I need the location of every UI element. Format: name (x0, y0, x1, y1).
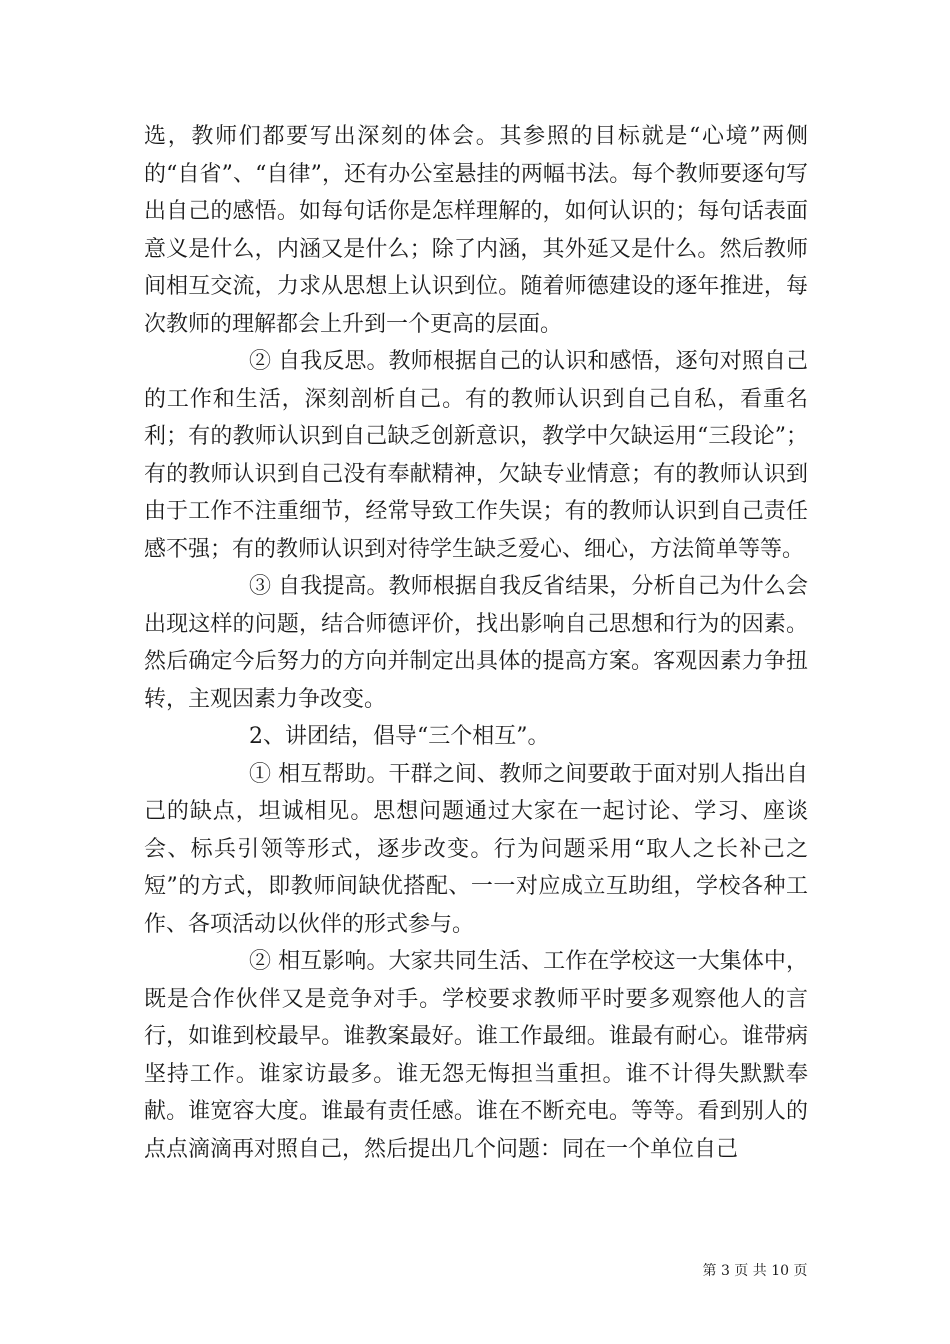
paragraph-continuation: 选，教师们都要写出深刻的体会。其参照的目标就是“心境”两侧的“自省”、“自律”，还有办公室悬挂的两幅书法。每个教师要逐句写出自己的感悟。如每句话你是怎样理解的，如何认识的；每句话表面意义是什么，内涵又是什么；除了内涵，其外延又是什么。然后教师间相互交流，力求从思想上认识到位。随着师德建设的逐年推进，每次教师的理解都会上升到一个更高的层面。 (144, 124, 808, 337)
page-number-footer: 第 3 页 共 10 页 (702, 1263, 808, 1279)
section-heading-unity: 2、讲团结，倡导“三个相互”。 (249, 724, 550, 749)
paragraph-self-improvement: ③ 自我提高。教师根据自我反省结果，分析自己为什么会出现这样的问题，结合师德评价，找出影响自己思想和行为的因素。然后确定今后努力的方向并制定出具体的提高方案。客观因素力争扭转，主观因素力争改变。 (144, 574, 808, 712)
paragraph-self-reflection: ② 自我反思。教师根据自己的认识和感悟，逐句对照自己的工作和生活，深刻剖析自己。有的教师认识到自己自私，看重名利；有的教师认识到自己缺乏创新意识，教学中欠缺运用“三段论”；有的教师认识到自己没有奉献精神，欠缺专业情意；有的教师认识到由于工作不注重细节，经常导致工作失误；有的教师认识到自己责任感不强；有的教师认识到对待学生缺乏爱心、细心，方法简单等等。 (144, 349, 808, 562)
paragraph-mutual-influence: ② 相互影响。大家共同生活、工作在学校这一大集体中，既是合作伙伴又是竞争对手。学校要求教师平时要多观察他人的言行，如谁到校最早。谁教案最好。谁工作最细。谁最有耐心。谁带病坚持工作。谁家访最多。谁无怨无悔担当重担。谁不计得失默默奉献。谁宽容大度。谁最有责任感。谁在不断充电。等等。看到别人的点点滴滴再对照自己，然后提出几个问题：同在一个单位自己 (144, 949, 808, 1162)
document-body (144, 118, 808, 1168)
paragraph-mutual-help: ① 相互帮助。干群之间、教师之间要敢于面对别人指出自己的缺点，坦诚相见。思想问题通过大家在一起讨论、学习、座谈会、标兵引领等形式，逐步改变。行为问题采用“取人之长补己之短”的方式，即教师间缺优搭配、一一对应成立互助组，学校各种工作、各项活动以伙伴的形式参与。 (144, 761, 808, 937)
